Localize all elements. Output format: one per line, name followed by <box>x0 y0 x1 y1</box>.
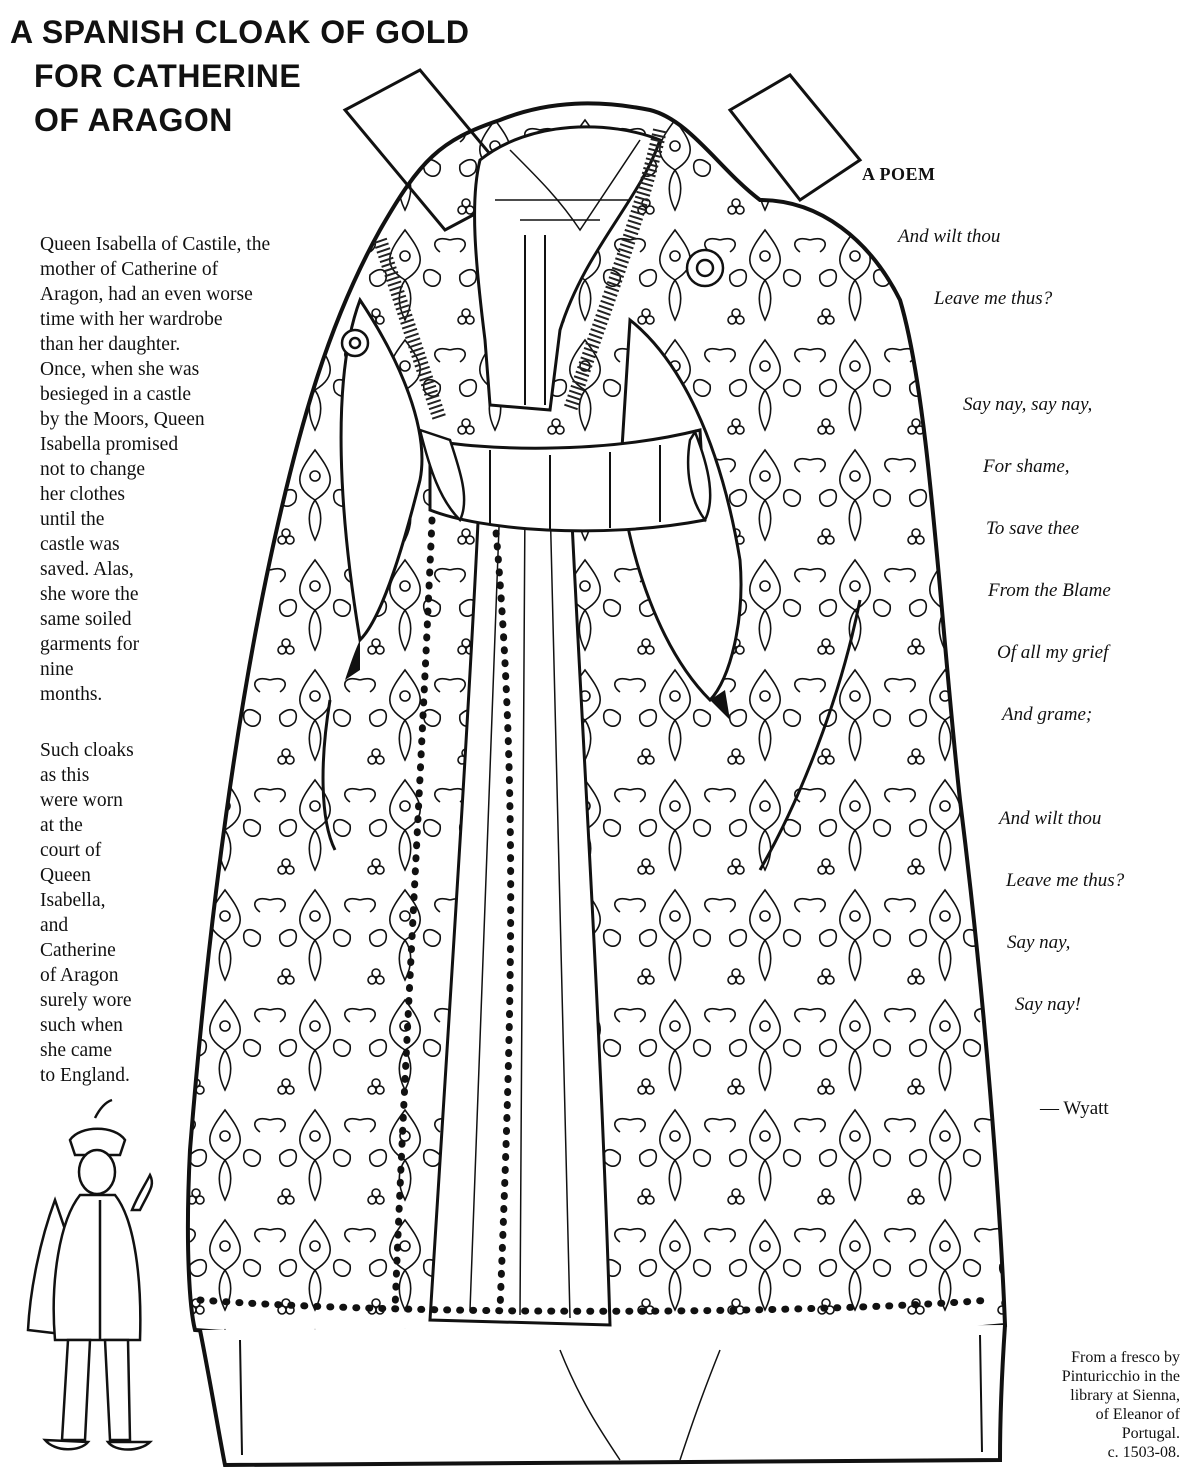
text-line: as this <box>40 765 90 786</box>
text-line: at the <box>40 815 83 836</box>
text-line: by the Moors, Queen <box>40 409 205 430</box>
poem-line: Of all my grief <box>997 642 1109 663</box>
poem-attribution: — Wyatt <box>1040 1098 1109 1119</box>
text-line: Queen Isabella of Castile, the <box>40 234 271 255</box>
poem-heading: A POEM <box>862 164 936 184</box>
text-line: Catherine <box>40 940 116 961</box>
poem-line: For shame, <box>983 456 1070 477</box>
text-line: Once, when she was <box>40 359 200 380</box>
text-line: Isabella, <box>40 890 106 911</box>
poem-line: From the Blame <box>988 580 1111 601</box>
title-line-2: FOR CATHERINE <box>34 58 302 94</box>
image-credit <box>1000 1348 1180 1462</box>
poem-line: Say nay, say nay, <box>963 394 1093 415</box>
text-line: Portugal. <box>1121 1425 1180 1442</box>
standing-man-figure-icon <box>28 1100 152 1450</box>
text-line: until the <box>40 509 105 530</box>
poem-line: Leave me thus? <box>934 288 1053 309</box>
title-line-3: OF ARAGON <box>34 102 233 138</box>
text-line: surely wore <box>40 990 132 1011</box>
text-line: of Aragon <box>40 965 119 986</box>
text-line: she came <box>40 1040 113 1061</box>
text-line: library at Sienna, <box>1070 1387 1180 1404</box>
intro-paragraph-1 <box>40 232 340 707</box>
text-line: than her daughter. <box>40 334 181 355</box>
text-line: From a fresco by <box>1071 1349 1180 1366</box>
text-line: castle was <box>40 534 120 555</box>
text-line: nine <box>40 659 74 680</box>
text-line: not to change <box>40 459 146 480</box>
poem-line: Leave me thus? <box>1006 870 1125 891</box>
text-line: Aragon, had an even worse <box>40 284 253 305</box>
text-line: same soiled <box>40 609 132 630</box>
text-line: mother of Catherine of <box>40 259 219 280</box>
text-line: her clothes <box>40 484 126 505</box>
text-line: were worn <box>40 790 123 811</box>
page-title <box>10 10 510 142</box>
title-line-1: A SPANISH CLOAK OF GOLD <box>10 14 470 50</box>
text-line: Pinturicchio in the <box>1061 1368 1180 1385</box>
text-line: Queen <box>40 865 91 886</box>
intro-paragraph-2 <box>40 738 340 1088</box>
poem-line: Say nay, <box>1007 932 1071 953</box>
text-line: court of <box>40 840 102 861</box>
text-line: such when <box>40 1015 123 1036</box>
poem-line: And wilt thou <box>898 226 1001 247</box>
text-line: Such cloaks <box>40 740 134 761</box>
text-line: time with her wardrobe <box>40 309 223 330</box>
text-line: saved. Alas, <box>40 559 134 580</box>
text-line: to England. <box>40 1065 130 1086</box>
poem-line: To save thee <box>986 518 1080 539</box>
poem-line: Say nay! <box>1015 994 1081 1015</box>
text-line: she wore the <box>40 584 139 605</box>
text-line: months. <box>40 684 103 705</box>
text-line: garments for <box>40 634 140 655</box>
text-line: c. 1503-08. <box>1107 1444 1180 1461</box>
text-line: Isabella promised <box>40 434 179 455</box>
text-line: of Eleanor of <box>1095 1406 1180 1423</box>
poem-line: And grame; <box>1002 704 1093 725</box>
text-line: and <box>40 915 69 936</box>
text-line: besieged in a castle <box>40 384 192 405</box>
poem-line: And wilt thou <box>999 808 1102 829</box>
